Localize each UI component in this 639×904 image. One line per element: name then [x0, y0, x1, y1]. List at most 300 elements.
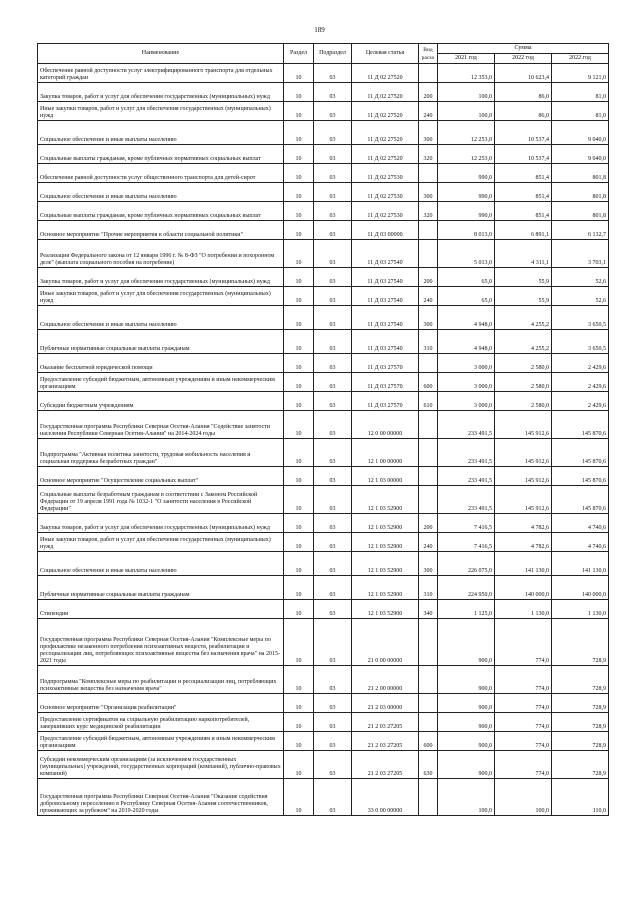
row-sum-2022-b: 6 132,7: [552, 221, 609, 240]
row-name: Подпрограмма "Комплексные меры по реабилитации и ресоциализации лиц, потребляющих психоактивные вещества без назначения врача": [38, 666, 284, 694]
table-row: [38, 102, 609, 121]
row-sum-2022-a: 6 891,1: [495, 221, 552, 240]
row-target-article: 21 2 03 27205: [352, 713, 419, 732]
table-row: [38, 121, 609, 145]
row-sum-2022-b: 141 130,0: [552, 552, 609, 576]
row-name: Государственная программа Республики Северная Осетия-Алания "Содействие занятости населения Республики Северная Осетия-Алания" на 2014-2024 годы: [38, 411, 284, 439]
table-row: [38, 306, 609, 330]
row-name: Социальные выплаты гражданам, кроме публичных нормативных социальных выплат: [38, 202, 284, 221]
row-name: Основное мероприятие "Прочие мероприятия в области социальной политики": [38, 221, 284, 240]
row-sum-2022-a: 145 912,6: [495, 467, 552, 486]
table-row: [38, 64, 609, 83]
row-target-article: 11 Д 02 27520: [352, 145, 419, 164]
row-sum-2021: 1 125,0: [438, 600, 495, 619]
row-name: Субсидии некоммерческим организациям (за исключением государственных (муниципальных) учреждений, государственных корпораций (компаний), публично-правовых компаний): [38, 751, 284, 779]
row-razdel: 10: [284, 202, 314, 221]
table-body: [38, 64, 609, 816]
row-target-article: 21 2 00 00000: [352, 666, 419, 694]
row-sum-2021: 65,0: [438, 287, 495, 306]
row-sum-2021: 4 948,0: [438, 330, 495, 354]
row-sum-2022-b: 3 650,5: [552, 306, 609, 330]
row-sum-2022-a: 10 623,4: [495, 64, 552, 83]
table-row: [38, 439, 609, 467]
row-razdel: 10: [284, 268, 314, 287]
row-sum-2021: 65,0: [438, 268, 495, 287]
row-target-article: 11 Д 03 27540: [352, 306, 419, 330]
row-podrazdel: 03: [314, 713, 352, 732]
row-name: Закупка товаров, работ и услуг для обеспечения государственных (муниципальных) нужд: [38, 268, 284, 287]
table-row: [38, 268, 609, 287]
row-sum-2022-a: 10 537,4: [495, 145, 552, 164]
table-row: [38, 779, 609, 816]
row-expense-type: [419, 221, 438, 240]
row-podrazdel: 03: [314, 552, 352, 576]
row-sum-2022-a: 4 255,2: [495, 306, 552, 330]
row-sum-2022-b: 728,9: [552, 619, 609, 666]
row-sum-2022-b: 801,8: [552, 164, 609, 183]
table-row: [38, 183, 609, 202]
row-sum-2021: 100,0: [438, 83, 495, 102]
row-podrazdel: 03: [314, 102, 352, 121]
row-expense-type: [419, 779, 438, 816]
row-name: Социальное обеспечение и иные выплаты населению: [38, 121, 284, 145]
row-podrazdel: 03: [314, 533, 352, 552]
row-sum-2022-b: 3 703,1: [552, 240, 609, 268]
row-razdel: 10: [284, 713, 314, 732]
row-sum-2022-b: 801,8: [552, 183, 609, 202]
row-podrazdel: 03: [314, 164, 352, 183]
row-target-article: 11 Д 03 27540: [352, 330, 419, 354]
row-expense-type: [419, 411, 438, 439]
row-sum-2022-a: 4 782,6: [495, 514, 552, 533]
row-sum-2022-b: 81,0: [552, 83, 609, 102]
row-sum-2022-a: 774,0: [495, 619, 552, 666]
row-name: Закупка товаров, работ и услуг для обеспечения государственных (муниципальных) нужд: [38, 514, 284, 533]
row-sum-2022-b: 52,6: [552, 287, 609, 306]
row-sum-2022-a: 86,0: [495, 102, 552, 121]
row-podrazdel: 03: [314, 779, 352, 816]
row-sum-2022-a: 2 580,0: [495, 354, 552, 373]
row-sum-2021: 900,0: [438, 619, 495, 666]
row-podrazdel: 03: [314, 240, 352, 268]
row-name: Социальное обеспечение и иные выплаты населению: [38, 306, 284, 330]
row-sum-2022-a: 4 311,1: [495, 240, 552, 268]
row-expense-type: [419, 619, 438, 666]
row-podrazdel: 03: [314, 439, 352, 467]
row-razdel: 10: [284, 373, 314, 392]
row-razdel: 10: [284, 576, 314, 600]
row-sum-2022-a: 774,0: [495, 713, 552, 732]
row-sum-2022-a: 774,0: [495, 751, 552, 779]
row-expense-type: [419, 467, 438, 486]
row-sum-2021: 900,0: [438, 732, 495, 751]
row-podrazdel: 03: [314, 330, 352, 354]
row-sum-2021: 226 075,0: [438, 552, 495, 576]
row-expense-type: [419, 713, 438, 732]
row-sum-2021: 900,0: [438, 666, 495, 694]
row-sum-2022-b: 2 429,6: [552, 392, 609, 411]
row-sum-2022-b: 9 121,0: [552, 64, 609, 83]
row-target-article: 11 Д 02 27520: [352, 64, 419, 83]
row-name: Стипендии: [38, 600, 284, 619]
row-target-article: 11 Д 03 27540: [352, 287, 419, 306]
row-razdel: 10: [284, 183, 314, 202]
row-sum-2022-b: 801,8: [552, 202, 609, 221]
row-sum-2022-b: 145 870,6: [552, 486, 609, 514]
row-sum-2022-b: 728,9: [552, 751, 609, 779]
row-razdel: 10: [284, 533, 314, 552]
header-sum: Сумма: [438, 44, 609, 54]
row-sum-2022-a: 4 782,6: [495, 533, 552, 552]
row-podrazdel: 03: [314, 145, 352, 164]
row-expense-type: 310: [419, 330, 438, 354]
row-razdel: 10: [284, 619, 314, 666]
row-razdel: 10: [284, 240, 314, 268]
row-sum-2022-a: 145 912,6: [495, 411, 552, 439]
row-sum-2021: 990,0: [438, 164, 495, 183]
row-name: Предоставление субсидий бюджетным, автономным учреждениям и иным некоммерческим организациям: [38, 732, 284, 751]
row-expense-type: 240: [419, 102, 438, 121]
row-expense-type: [419, 694, 438, 713]
row-expense-type: [419, 354, 438, 373]
row-name: Иные закупки товаров, работ и услуг для обеспечения государственных (муниципальных) нужд: [38, 287, 284, 306]
row-podrazdel: 03: [314, 287, 352, 306]
table-row: [38, 619, 609, 666]
row-sum-2022-b: 4 740,6: [552, 533, 609, 552]
row-name: Подпрограмма "Активная политика занятости, трудовая мобильность населения и социальная поддержка безработных граждан": [38, 439, 284, 467]
table-row: [38, 666, 609, 694]
row-sum-2022-a: 774,0: [495, 666, 552, 694]
row-sum-2022-a: 141 130,0: [495, 552, 552, 576]
table-row: [38, 467, 609, 486]
row-sum-2021: 12 353,0: [438, 64, 495, 83]
row-podrazdel: 03: [314, 306, 352, 330]
row-target-article: 12 1 03 52900: [352, 486, 419, 514]
row-sum-2022-b: 81,0: [552, 102, 609, 121]
table-row: [38, 330, 609, 354]
row-sum-2022-a: 851,4: [495, 202, 552, 221]
row-expense-type: 340: [419, 600, 438, 619]
row-expense-type: [419, 64, 438, 83]
row-sum-2021: 5 013,0: [438, 240, 495, 268]
row-podrazdel: 03: [314, 576, 352, 600]
row-razdel: 10: [284, 439, 314, 467]
table-row: [38, 164, 609, 183]
row-sum-2022-a: 851,4: [495, 183, 552, 202]
row-razdel: 10: [284, 751, 314, 779]
row-sum-2022-b: 2 429,6: [552, 373, 609, 392]
row-razdel: 10: [284, 330, 314, 354]
row-podrazdel: 03: [314, 666, 352, 694]
row-target-article: 12 0 00 00000: [352, 411, 419, 439]
row-target-article: 21 2 03 27205: [352, 732, 419, 751]
table-row: [38, 202, 609, 221]
table-row: [38, 751, 609, 779]
row-expense-type: 300: [419, 306, 438, 330]
row-sum-2022-b: 9 040,0: [552, 145, 609, 164]
row-target-article: 12 1 03 52900: [352, 552, 419, 576]
row-sum-2022-a: 851,4: [495, 164, 552, 183]
row-target-article: 12 1 03 52900: [352, 576, 419, 600]
row-podrazdel: 03: [314, 354, 352, 373]
row-expense-type: 310: [419, 576, 438, 600]
table-row: [38, 713, 609, 732]
row-expense-type: [419, 666, 438, 694]
row-target-article: 11 Д 02 27530: [352, 202, 419, 221]
row-name: Реализация Федерального закона от 12 января 1996 г. № 8-ФЗ "О погребении и похоронном деле" (выплата социального пособия на погребение): [38, 240, 284, 268]
table-row: [38, 354, 609, 373]
row-name: Основное мероприятие "Организация реабилитации": [38, 694, 284, 713]
row-sum-2021: 4 948,0: [438, 306, 495, 330]
row-sum-2021: 3 000,0: [438, 373, 495, 392]
row-name: Обеспечение равной доступности услуг электрифицированного транспорта для отдельных категорий граждан: [38, 64, 284, 83]
row-name: Социальные выплаты безработным гражданам в соответствии с Законом Российской Федерации от 19 апреля 1991 года № 1032-1 "О занятости населения в Российской Федерации": [38, 486, 284, 514]
row-sum-2022-b: 110,0: [552, 779, 609, 816]
row-sum-2022-a: 55,9: [495, 268, 552, 287]
row-sum-2022-a: 2 580,0: [495, 392, 552, 411]
row-sum-2021: 3 000,0: [438, 392, 495, 411]
row-sum-2022-b: 145 870,6: [552, 439, 609, 467]
row-expense-type: 630: [419, 751, 438, 779]
table-row: [38, 83, 609, 102]
table-row: [38, 600, 609, 619]
table-row: [38, 411, 609, 439]
row-podrazdel: 03: [314, 732, 352, 751]
row-expense-type: 300: [419, 552, 438, 576]
row-name: Публичные нормативные социальные выплаты гражданам: [38, 576, 284, 600]
row-target-article: 11 Д 03 27570: [352, 373, 419, 392]
row-name: Обеспечение равной доступности услуг общественного транспорта для детей-сирот: [38, 164, 284, 183]
table-row: [38, 240, 609, 268]
row-target-article: 11 Д 02 27520: [352, 83, 419, 102]
row-name: Основное мероприятие "Осуществление социальных выплат": [38, 467, 284, 486]
row-target-article: 11 Д 03 27540: [352, 240, 419, 268]
table-row: [38, 486, 609, 514]
table-row: [38, 576, 609, 600]
row-sum-2022-b: 3 650,5: [552, 330, 609, 354]
row-sum-2021: 900,0: [438, 713, 495, 732]
row-sum-2022-a: 145 912,6: [495, 439, 552, 467]
row-sum-2022-b: 728,9: [552, 666, 609, 694]
row-podrazdel: 03: [314, 694, 352, 713]
row-razdel: 10: [284, 392, 314, 411]
row-podrazdel: 03: [314, 486, 352, 514]
row-podrazdel: 03: [314, 600, 352, 619]
row-expense-type: 200: [419, 83, 438, 102]
row-podrazdel: 03: [314, 121, 352, 145]
row-razdel: 10: [284, 514, 314, 533]
row-sum-2022-b: 9 040,0: [552, 121, 609, 145]
row-razdel: 10: [284, 121, 314, 145]
row-name: Оказание бесплатной юридической помощи: [38, 354, 284, 373]
row-expense-type: 320: [419, 145, 438, 164]
row-target-article: 11 Д 03 27570: [352, 354, 419, 373]
row-target-article: 11 Д 02 27530: [352, 183, 419, 202]
row-target-article: 11 Д 02 27520: [352, 121, 419, 145]
row-expense-type: 200: [419, 514, 438, 533]
table-row: [38, 287, 609, 306]
row-razdel: 10: [284, 600, 314, 619]
row-target-article: 21 2 03 27205: [352, 751, 419, 779]
table-row: [38, 392, 609, 411]
row-razdel: 10: [284, 64, 314, 83]
row-podrazdel: 03: [314, 202, 352, 221]
row-name: Предоставление субсидий бюджетным, автономным учреждениям и иным некоммерческим организациям: [38, 373, 284, 392]
row-razdel: 10: [284, 102, 314, 121]
row-podrazdel: 03: [314, 751, 352, 779]
row-sum-2022-a: 774,0: [495, 732, 552, 751]
row-podrazdel: 03: [314, 183, 352, 202]
row-podrazdel: 03: [314, 467, 352, 486]
row-razdel: 10: [284, 694, 314, 713]
table-row: [38, 145, 609, 164]
row-name: Государственная программа Республики Северная Осетия-Алания "Комплексные меры по профилактике незаконного потребления психоактивных веществ, реабилитации и ресоциализации лиц, потребляющих психоактивные вещества без назначения врача" на 2015-2021 годы: [38, 619, 284, 666]
row-sum-2022-b: 1 130,0: [552, 600, 609, 619]
row-sum-2021: 12 253,0: [438, 145, 495, 164]
row-expense-type: [419, 486, 438, 514]
row-name: Социальное обеспечение и иные выплаты населению: [38, 552, 284, 576]
row-razdel: 10: [284, 411, 314, 439]
row-razdel: 10: [284, 552, 314, 576]
page-number: 189: [314, 26, 325, 34]
row-expense-type: 610: [419, 392, 438, 411]
table-row: [38, 373, 609, 392]
row-sum-2022-a: 4 255,2: [495, 330, 552, 354]
row-razdel: 10: [284, 779, 314, 816]
row-razdel: 10: [284, 83, 314, 102]
row-name: Публичные нормативные социальные выплаты гражданам: [38, 330, 284, 354]
row-sum-2022-a: 140 000,0: [495, 576, 552, 600]
row-podrazdel: 03: [314, 221, 352, 240]
row-expense-type: 300: [419, 183, 438, 202]
row-expense-type: 600: [419, 373, 438, 392]
row-sum-2022-b: 728,9: [552, 694, 609, 713]
header-podrazdel: Подраздел: [314, 44, 352, 64]
row-target-article: 12 1 03 52900: [352, 514, 419, 533]
row-target-article: 11 Д 02 27530: [352, 164, 419, 183]
row-target-article: 33 0 00 00000: [352, 779, 419, 816]
row-razdel: 10: [284, 145, 314, 164]
row-expense-type: [419, 164, 438, 183]
row-expense-type: [419, 439, 438, 467]
row-sum-2022-b: 140 000,0: [552, 576, 609, 600]
row-sum-2021: 990,0: [438, 202, 495, 221]
row-expense-type: [419, 240, 438, 268]
row-target-article: 12 1 03 52900: [352, 600, 419, 619]
row-expense-type: 320: [419, 202, 438, 221]
row-sum-2022-a: 145 912,6: [495, 486, 552, 514]
row-expense-type: 240: [419, 533, 438, 552]
row-sum-2022-b: 4 740,6: [552, 514, 609, 533]
row-target-article: 11 Д 03 00000: [352, 221, 419, 240]
row-razdel: 10: [284, 467, 314, 486]
row-name: Иные закупки товаров, работ и услуг для обеспечения государственных (муниципальных) нужд: [38, 533, 284, 552]
row-target-article: 12 1 00 00000: [352, 439, 419, 467]
row-name: Иные закупки товаров, работ и услуг для обеспечения государственных (муниципальных) нужд: [38, 102, 284, 121]
row-sum-2022-b: 52,6: [552, 268, 609, 287]
row-sum-2021: 900,0: [438, 694, 495, 713]
row-podrazdel: 03: [314, 392, 352, 411]
row-expense-type: 300: [419, 121, 438, 145]
row-podrazdel: 03: [314, 64, 352, 83]
row-sum-2022-a: 55,9: [495, 287, 552, 306]
row-podrazdel: 03: [314, 514, 352, 533]
row-razdel: 10: [284, 486, 314, 514]
row-expense-type: 600: [419, 732, 438, 751]
row-sum-2021: 233 491,5: [438, 439, 495, 467]
row-sum-2021: 3 000,0: [438, 354, 495, 373]
row-sum-2021: 233 491,5: [438, 467, 495, 486]
row-sum-2022-a: 10 537,4: [495, 121, 552, 145]
row-name: Государственная программа Республики Северная Осетия-Алания "Оказание содействия добровольному переселению в Республику Северная Осетия-Алания соотечественников, проживающих за рубежом" на 2019-2020 годы: [38, 779, 284, 816]
table-row: [38, 732, 609, 751]
row-name: Закупка товаров, работ и услуг для обеспечения государственных (муниципальных) нужд: [38, 83, 284, 102]
row-sum-2022-a: 100,0: [495, 779, 552, 816]
row-sum-2022-a: 1 130,0: [495, 600, 552, 619]
row-razdel: 10: [284, 306, 314, 330]
row-sum-2022-a: 2 580,0: [495, 373, 552, 392]
row-razdel: 10: [284, 354, 314, 373]
row-name: Предоставление сертификатов на социальную реабилитацию наркопотребителей, завершивших курс медицинской реабилитации: [38, 713, 284, 732]
row-expense-type: 200: [419, 268, 438, 287]
header-expense-type: Вид расхо: [419, 44, 438, 64]
row-sum-2022-b: 728,9: [552, 713, 609, 732]
row-razdel: 10: [284, 732, 314, 751]
row-sum-2022-b: 728,9: [552, 732, 609, 751]
row-target-article: 11 Д 02 27520: [352, 102, 419, 121]
row-razdel: 10: [284, 287, 314, 306]
row-sum-2021: 100,0: [438, 779, 495, 816]
row-sum-2021: 900,0: [438, 751, 495, 779]
row-target-article: 12 1 03 00000: [352, 467, 419, 486]
row-sum-2022-a: 86,0: [495, 83, 552, 102]
header-year-2022-b: 2022 год: [552, 54, 609, 64]
row-sum-2022-a: 774,0: [495, 694, 552, 713]
table-row: [38, 514, 609, 533]
row-sum-2022-b: 2 429,6: [552, 354, 609, 373]
row-expense-type: 240: [419, 287, 438, 306]
row-name: Социальное обеспечение и иные выплаты населению: [38, 183, 284, 202]
row-target-article: 21 2 03 00000: [352, 694, 419, 713]
row-sum-2021: 233 491,5: [438, 411, 495, 439]
row-sum-2021: 990,0: [438, 183, 495, 202]
row-razdel: 10: [284, 164, 314, 183]
table-row: [38, 552, 609, 576]
row-sum-2021: 7 416,5: [438, 514, 495, 533]
header-name: Наименование: [38, 44, 284, 64]
table-row: [38, 694, 609, 713]
row-target-article: 11 Д 03 27570: [352, 392, 419, 411]
row-target-article: 11 Д 03 27540: [352, 268, 419, 287]
row-sum-2021: 12 253,0: [438, 121, 495, 145]
row-sum-2021: 8 013,0: [438, 221, 495, 240]
budget-table: [37, 43, 609, 816]
row-podrazdel: 03: [314, 83, 352, 102]
row-target-article: 21 0 00 00000: [352, 619, 419, 666]
row-sum-2021: 7 416,5: [438, 533, 495, 552]
table-row: [38, 533, 609, 552]
header-razdel: Раздел: [284, 44, 314, 64]
row-sum-2022-b: 145 870,6: [552, 467, 609, 486]
header-year-2021: 2021 год: [438, 54, 495, 64]
row-podrazdel: 03: [314, 373, 352, 392]
row-razdel: 10: [284, 221, 314, 240]
row-sum-2022-b: 145 870,6: [552, 411, 609, 439]
row-sum-2021: 100,0: [438, 102, 495, 121]
row-sum-2021: 233 491,5: [438, 486, 495, 514]
header-year-2022-a: 2022 год: [495, 54, 552, 64]
row-name: Социальные выплаты гражданам, кроме публичных нормативных социальных выплат: [38, 145, 284, 164]
